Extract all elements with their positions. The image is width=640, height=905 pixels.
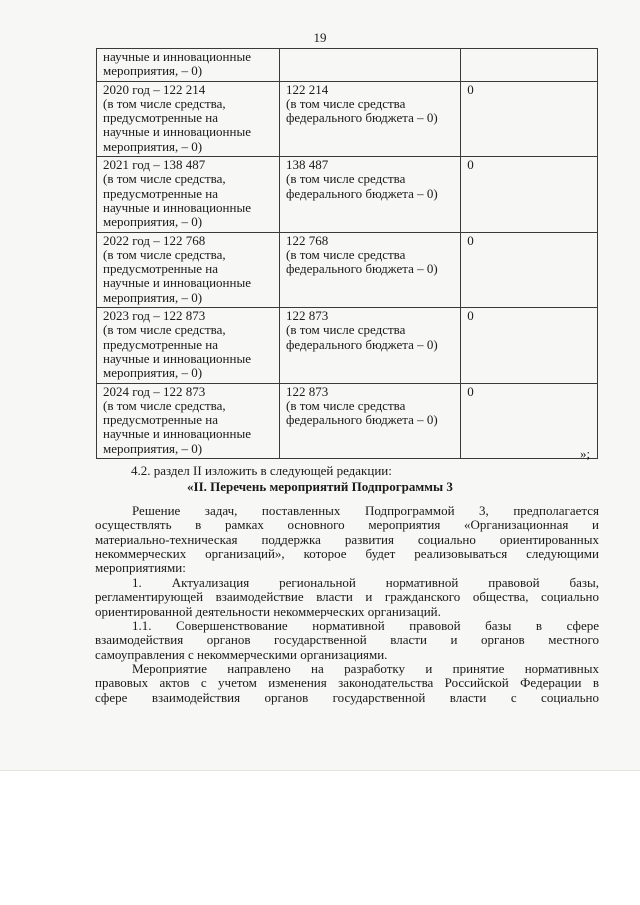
table-cell [461, 81, 598, 156]
funding-table [96, 48, 598, 459]
cell-line: (в том числе средства, [103, 397, 226, 413]
table-cell [461, 308, 598, 383]
cell-line: (в том числе средства [285, 246, 406, 262]
cell-line: предусмотренные на [103, 110, 219, 126]
table-cell [279, 49, 460, 82]
cell-line: 122 873 [285, 308, 329, 324]
cell-line: федерального бюджета – 0) [285, 110, 438, 126]
cell-line: федерального бюджета – 0) [285, 185, 438, 201]
table-row [97, 232, 598, 307]
table-cell [279, 157, 460, 232]
section-title: «II. Перечень мероприятий Подпрограммы 3 [187, 479, 453, 494]
text-line: сфере взаимодействия органов государственной власти с социально [95, 689, 599, 705]
table-cell [279, 308, 460, 383]
table-cell [97, 49, 280, 82]
table-cell [461, 49, 598, 82]
table-row [97, 383, 598, 458]
table-row [97, 308, 598, 383]
table-cell [461, 157, 598, 232]
cell-line: предусмотренные на [103, 185, 219, 201]
table-row [97, 157, 598, 232]
cell-line: (в том числе средства, [103, 322, 226, 338]
cell-line: 0 [467, 383, 474, 399]
cell-line: научные и инновационные [103, 275, 251, 291]
text-line: ориентированной деятельности некоммерческих организаций. [95, 603, 441, 619]
text-line: Решение задач, поставленных Подпрограммой 3, предполагается [132, 503, 599, 518]
table-cell [97, 308, 280, 383]
table-cell [97, 81, 280, 156]
cell-line: предусмотренные на [103, 336, 219, 352]
table-end-mark: »; [580, 446, 591, 461]
page-number: 19 [313, 30, 327, 45]
cell-line: мероприятия, – 0) [103, 214, 203, 230]
text-line: материально-техническая поддержка развития социально ориентированных [95, 531, 599, 547]
cell-line: 0 [467, 232, 474, 248]
paragraph-tasks [95, 504, 599, 575]
table-cell [461, 232, 598, 307]
cell-line: научные и инновационные [103, 124, 251, 140]
cell-line: 0 [467, 157, 474, 173]
cell-line: 2023 год – 122 873 [103, 308, 206, 324]
text-line: некоммерческих организаций», которое будет реализовываться следующими [95, 545, 599, 561]
text-line: Мероприятие направлено на разработку и принятие нормативных [132, 661, 599, 676]
amendment-instruction: 4.2. раздел II изложить в следующей редакции: [131, 463, 392, 478]
cell-line: (в том числе средства [285, 171, 406, 187]
text-line: осуществлять в рамках основного мероприятия «Организационная и [95, 517, 599, 533]
cell-line: предусмотренные на [103, 261, 219, 277]
cell-line: федерального бюджета – 0) [285, 412, 438, 428]
table-row [97, 81, 598, 156]
cell-line: (в том числе средства [285, 322, 406, 338]
cell-line: научные и инновационные [103, 350, 251, 366]
cell-line: (в том числе средства, [103, 246, 226, 262]
cell-line: (в том числе средства, [103, 171, 226, 187]
cell-line: научные и инновационные [103, 199, 251, 215]
cell-line: федерального бюджета – 0) [285, 336, 438, 352]
cell-line: 138 487 [285, 157, 329, 173]
cell-line: (в том числе средства [285, 95, 406, 111]
paragraph-item-1 [95, 576, 599, 619]
cell-line: 2021 год – 138 487 [103, 157, 206, 173]
table-row [97, 49, 598, 82]
table-cell [97, 383, 280, 458]
table-cell [97, 232, 280, 307]
table-cell [279, 383, 460, 458]
text-line: взаимодействия органов государственной власти и органов местного [95, 632, 599, 648]
cell-line: мероприятия, – 0) [103, 440, 203, 456]
cell-line: 122 214 [285, 81, 329, 97]
cell-line: мероприятия, – 0) [103, 63, 203, 79]
table-cell [279, 232, 460, 307]
cell-line: 2020 год – 122 214 [103, 81, 206, 97]
text-line: самоуправления с некоммерческими организациями. [95, 646, 388, 662]
cell-line: (в том числе средства [285, 397, 406, 413]
text-line: регламентирующей взаимодействие власти и гражданского общества, социально [95, 589, 599, 605]
cell-line: мероприятия, – 0) [103, 289, 203, 305]
cell-line: мероприятия, – 0) [103, 365, 203, 381]
cell-line: 2024 год – 122 873 [103, 383, 206, 399]
cell-line: 122 873 [285, 383, 329, 399]
cell-line: 0 [467, 308, 474, 324]
cell-line: предусмотренные на [103, 412, 219, 428]
cell-line: федерального бюджета – 0) [285, 261, 438, 277]
table-cell [279, 81, 460, 156]
text-line: мероприятиями: [95, 560, 186, 576]
cell-line: (в том числе средства, [103, 95, 226, 111]
text-line: правовых актов с учетом изменения законодательства Российской Федерации в [95, 675, 599, 691]
cell-line: мероприятия, – 0) [103, 138, 203, 154]
cell-line: научные и инновационные [103, 426, 251, 442]
text-line: 1. Актуализация региональной нормативной правовой базы, [132, 575, 599, 590]
cell-line: 122 768 [285, 232, 329, 248]
cell-line: научные и инновационные [103, 49, 251, 64]
cell-line: 0 [467, 81, 474, 97]
table-cell [97, 157, 280, 232]
paragraph-measure [95, 662, 599, 705]
text-line: 1.1. Совершенствование нормативной правовой базы в сфере [132, 618, 599, 633]
paragraph-item-1-1 [95, 619, 599, 662]
cell-line: 2022 год – 122 768 [103, 232, 206, 248]
table-cell [461, 383, 598, 458]
